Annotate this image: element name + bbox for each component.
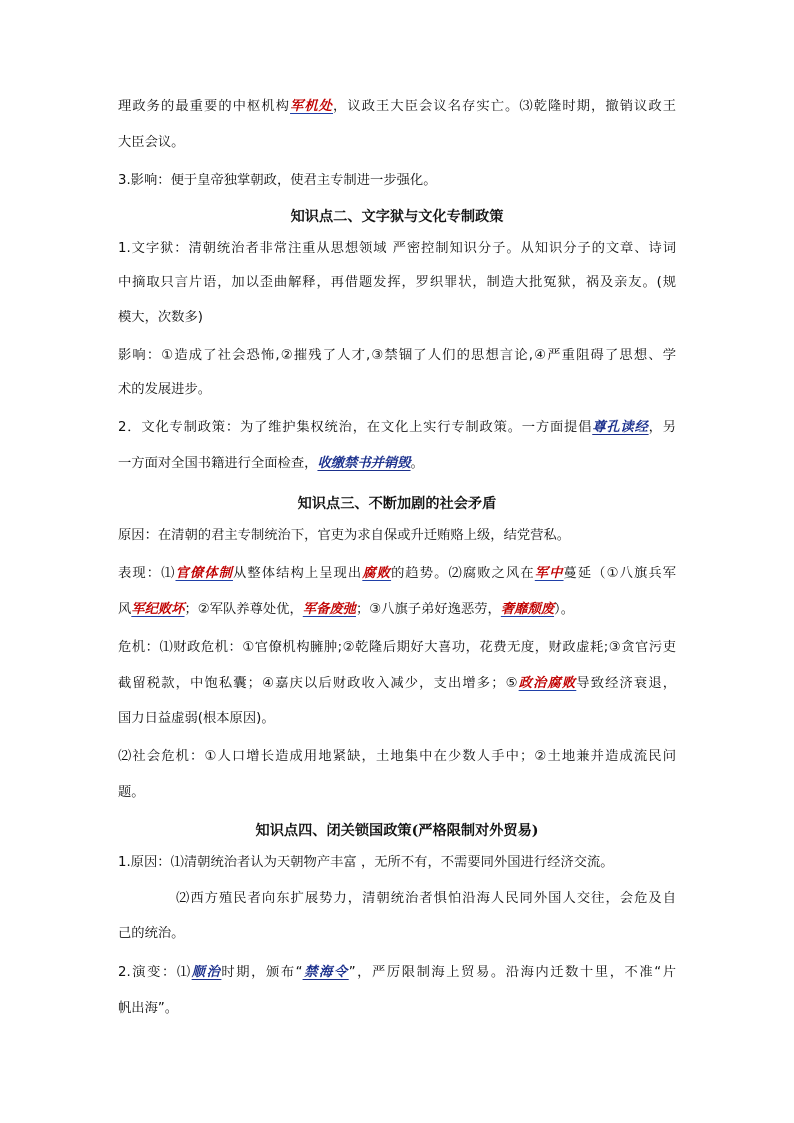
paragraph-line: 题。 <box>118 785 145 800</box>
keyword-fubai: 腐败 <box>362 566 392 581</box>
keyword-junzhong: 军中 <box>534 566 564 581</box>
paragraph-line: 国力日益虚弱(根本原因)。 <box>118 711 275 726</box>
text-run: 。 <box>410 456 424 471</box>
text-run: 风 <box>118 602 132 617</box>
keyword-junji: 军纪败坏 <box>131 602 185 617</box>
section-heading-4: 知识点四、闭关锁国政策(严格限制对外贸易) <box>255 823 539 839</box>
paragraph-line <box>118 563 676 585</box>
keyword-junjichu: 军机处 <box>290 99 334 114</box>
keyword-guanliao: 官僚体制 <box>175 566 233 581</box>
paragraph-line: 己的统治。 <box>118 926 185 941</box>
text-run: 从整体结构上呈现出 <box>232 566 363 581</box>
paragraph-line: 影响：①造成了社会恐怖,②摧残了人才,③禁锢了人们的思想言论,④严重阻碍了思想、学 <box>118 348 676 363</box>
text-run: ）。 <box>554 602 574 617</box>
paragraph-line: 帆出海”。 <box>118 1001 179 1016</box>
keyword-junbei: 军备废弛 <box>302 602 356 617</box>
paragraph-line: 3.影响：便于皇帝独掌朝政，使君主专制进一步强化。 <box>118 173 437 188</box>
text-run: 时期，颁布“ <box>221 965 303 980</box>
text-run: 一方面对全国书籍进行全面检查， <box>118 456 318 471</box>
text-run: 导致经济衰退， <box>576 676 676 691</box>
keyword-jinhailing: 禁海令 <box>302 965 349 980</box>
paragraph-line: 术的发展进步。 <box>118 382 212 397</box>
keyword-shunzhi: 顺治 <box>191 965 222 980</box>
text-run: 2．文化专制政策：为了维护集权统治，在文化上实行专制政策。一方面提倡 <box>118 420 593 435</box>
section-heading-2: 知识点二、文字狱与文化专制政策 <box>290 209 504 225</box>
paragraph-line <box>118 673 676 695</box>
text-run: ；③八旗子弟好逸恶劳， <box>355 602 501 617</box>
text-run: ”，严厉限制海上贸易。沿海内迁数十里，不准“片 <box>348 965 676 980</box>
text-run: ，另 <box>648 420 676 435</box>
paragraph-line <box>118 599 676 621</box>
paragraph-line <box>118 453 676 475</box>
paragraph-line <box>118 96 676 118</box>
text-run: 2.演变：⑴ <box>118 965 192 980</box>
text-run: 蔓延（①八旗兵军 <box>563 566 676 581</box>
paragraph-line: 危机：⑴财政危机：①官僚机构臃肿;②乾隆后期好大喜功，花费无度，财政虚耗;③贪官污吏 <box>118 640 676 655</box>
paragraph-line: 原因：在清朝的君主专制统治下，官吏为求自保或升迁贿赂上级，结党营私。 <box>118 528 571 543</box>
keyword-jinshu: 收缴禁书并销毁 <box>317 456 411 471</box>
text-run: ；②军队养尊处优， <box>184 602 303 617</box>
paragraph-line: 模大，次数多) <box>118 310 203 325</box>
paragraph-line: ⑵社会危机：①人口增长造成用地紧缺，土地集中在少数人手中；②土地兼并造成流民问 <box>118 749 676 764</box>
paragraph-line: 大臣会议。 <box>118 135 185 150</box>
text-run: 的趋势。⑵腐败之风在 <box>391 566 535 581</box>
text-run: 理政务的最重要的中枢机构 <box>118 99 291 114</box>
paragraph-line <box>118 962 676 984</box>
paragraph-line: 1.原因：⑴清朝统治者认为天朝物产丰富 ，无所不有，不需要同外国进行经济交流。 <box>118 855 614 870</box>
text-run: 截留税款，中饱私囊；④嘉庆以后财政收入减少，支出增多；⑤ <box>118 676 519 691</box>
keyword-shemi: 奢靡颓废 <box>500 602 555 617</box>
keyword-zhengzhi-fubai: 政治腐败 <box>518 676 577 691</box>
paragraph-line: 1.文字狱：清朝统治者非常注重从思想领域 严密控制知识分子。从知识分子的文章、诗词 <box>118 241 676 256</box>
text-run: ，议政王大臣会议名存实亡。⑶乾隆时期，撤销议政王 <box>333 99 676 114</box>
section-heading-3: 知识点三、不断加剧的社会矛盾 <box>297 496 497 512</box>
text-run: 表现：⑴ <box>118 566 176 581</box>
paragraph-line: ⑵西方殖民者向东扩展势力，清朝统治者惧怕沿海人民同外国人交往，会危及自 <box>176 891 676 906</box>
keyword-zunkong: 尊孔读经 <box>592 420 649 435</box>
paragraph-line <box>118 417 676 439</box>
paragraph-line: 中摘取只言片语，加以歪曲解释，再借题发挥，罗织罪状，制造大批冤狱，祸及亲友。(规 <box>118 275 676 290</box>
